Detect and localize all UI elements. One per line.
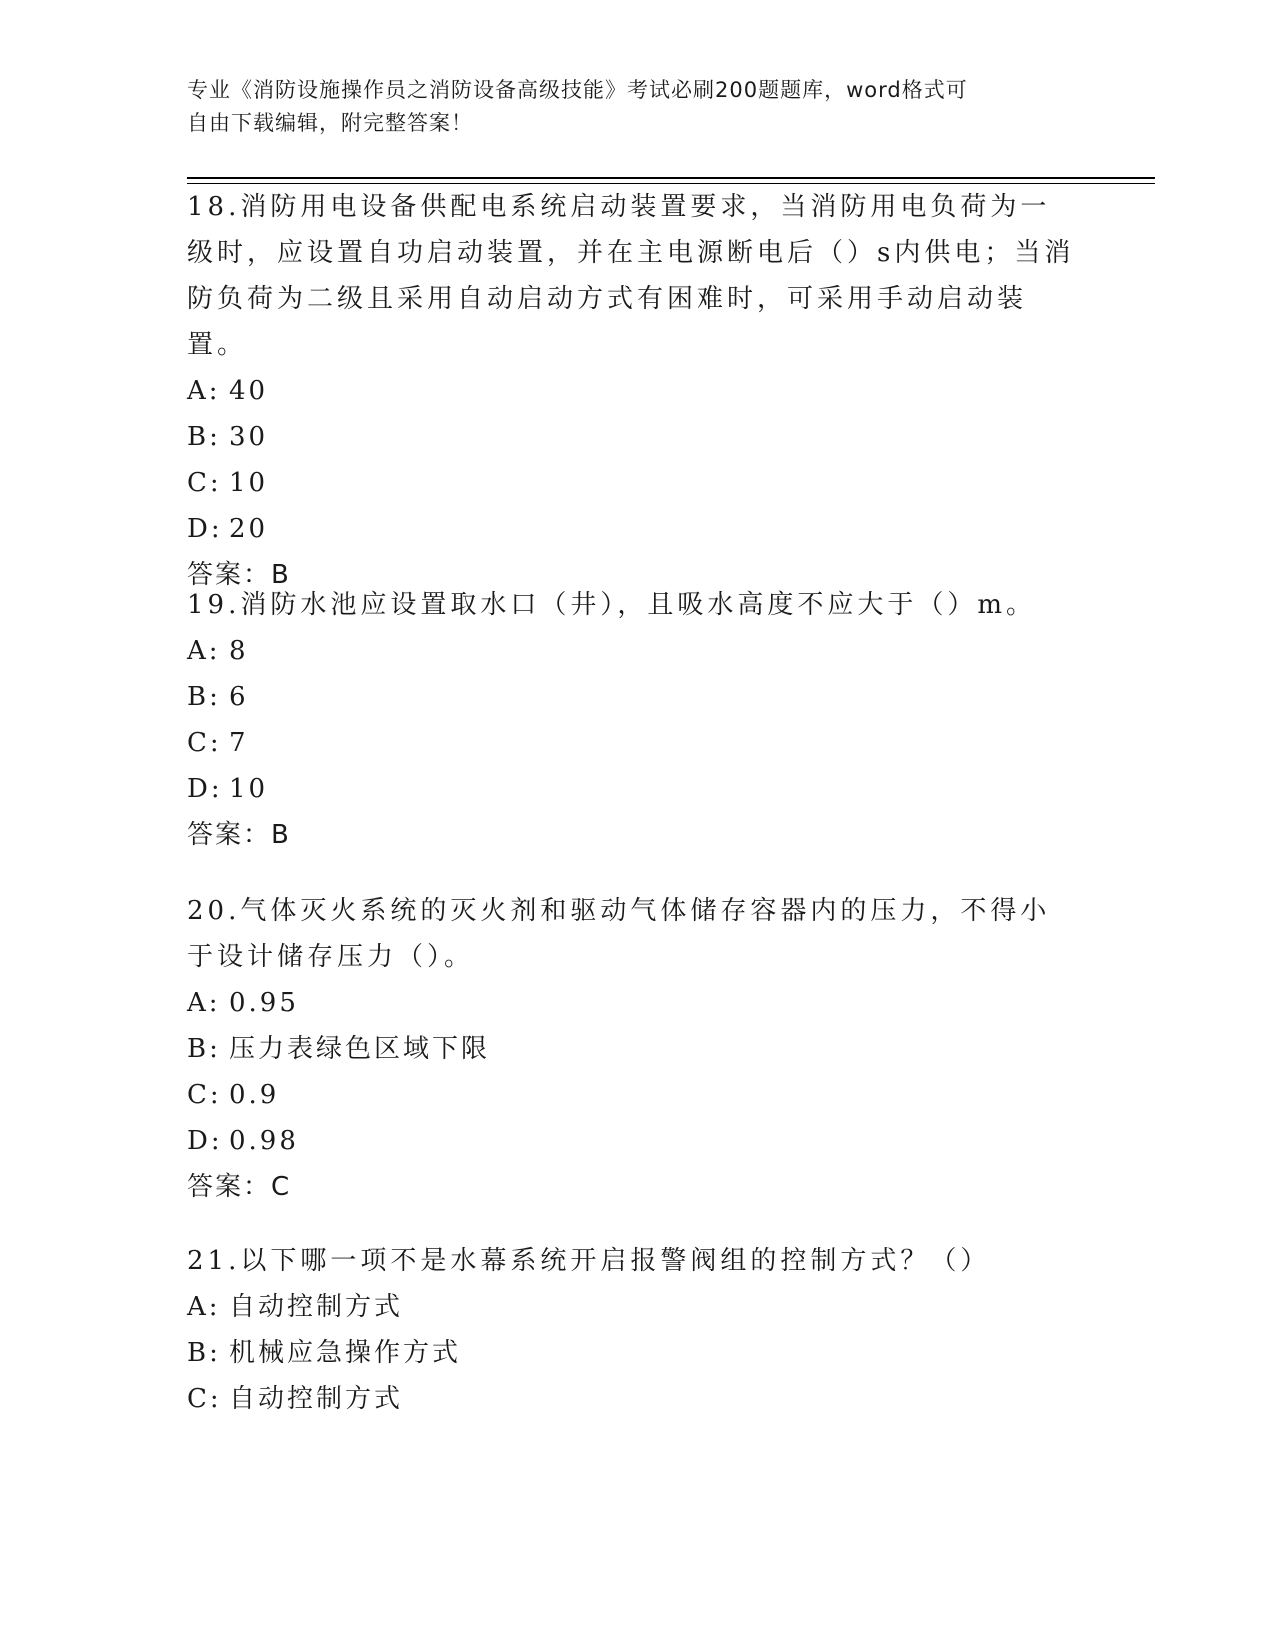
option-c: [187, 720, 1087, 766]
option-key: D:: [187, 774, 223, 804]
option-c: [187, 460, 1087, 506]
option-b: [187, 414, 1087, 460]
option-b: [187, 1026, 1087, 1072]
option-key: B:: [187, 422, 221, 452]
option-key: A:: [187, 636, 221, 666]
option-key: B:: [187, 1338, 221, 1368]
option-key: A:: [187, 1292, 221, 1322]
option-d: [187, 766, 1087, 812]
option-text: 8: [229, 636, 249, 666]
option-key: C:: [187, 1080, 222, 1110]
option-text: 机械应急操作方式: [229, 1338, 462, 1368]
option-a: [187, 980, 1087, 1026]
option-key: A:: [187, 376, 221, 406]
question-21: [187, 1238, 1087, 1422]
question-stem: 20.气体灭火系统的灭火剂和驱动气体储存容器内的压力，不得小于设计储存压力（）。: [187, 896, 1051, 972]
option-c: [187, 1072, 1087, 1118]
option-text: 10: [229, 468, 269, 498]
option-text: 40: [229, 376, 269, 406]
answer-line: 答案：B: [187, 560, 291, 590]
question-20: [187, 888, 1087, 1210]
option-text: 10: [229, 774, 269, 804]
document-header: [187, 74, 1067, 140]
option-a: [187, 368, 1087, 414]
option-text: 自动控制方式: [229, 1292, 404, 1322]
option-text: 20: [229, 514, 269, 544]
question-stem: 21.以下哪一项不是水幕系统开启报警阀组的控制方式？（）: [187, 1246, 991, 1276]
option-key: B:: [187, 1034, 221, 1064]
option-key: B:: [187, 682, 221, 712]
option-d: [187, 1118, 1087, 1164]
option-b: [187, 674, 1087, 720]
header-divider-thick: [187, 177, 1155, 179]
option-text: 压力表绿色区域下限: [229, 1034, 491, 1064]
option-text: 0.9: [229, 1080, 280, 1110]
option-text: 6: [229, 682, 249, 712]
option-text: 7: [229, 728, 249, 758]
option-text: 0.98: [229, 1126, 299, 1156]
option-key: C:: [187, 468, 222, 498]
answer-line: 答案：B: [187, 820, 291, 850]
option-key: C:: [187, 728, 222, 758]
question-18: [187, 184, 1087, 598]
header-line-1: 专业《消防设施操作员之消防设备高级技能》考试必刷200题题库，word格式可: [187, 78, 968, 102]
option-key: D:: [187, 1126, 223, 1156]
option-a: [187, 628, 1087, 674]
option-d: [187, 506, 1087, 552]
option-a: [187, 1284, 1087, 1330]
option-key: C:: [187, 1384, 222, 1414]
question-stem: 18.消防用电设备供配电系统启动装置要求，当消防用电负荷为一级时，应设置自功启动装置，并在主电源断电后（）s内供电；当消防负荷为二级且采用自动启动方式有困难时，可采用手动启动装置。: [187, 192, 1075, 360]
option-c: [187, 1376, 1087, 1422]
option-key: D:: [187, 514, 223, 544]
answer-line: 答案：C: [187, 1172, 292, 1202]
header-line-2: 自由下载编辑，附完整答案！: [187, 111, 473, 135]
question-stem: 19.消防水池应设置取水口（井），且吸水高度不应大于（）m。: [187, 590, 1037, 620]
option-text: 自动控制方式: [229, 1384, 404, 1414]
option-text: 30: [229, 422, 269, 452]
option-text: 0.95: [229, 988, 299, 1018]
option-b: [187, 1330, 1087, 1376]
question-19: [187, 582, 1087, 858]
option-key: A:: [187, 988, 221, 1018]
